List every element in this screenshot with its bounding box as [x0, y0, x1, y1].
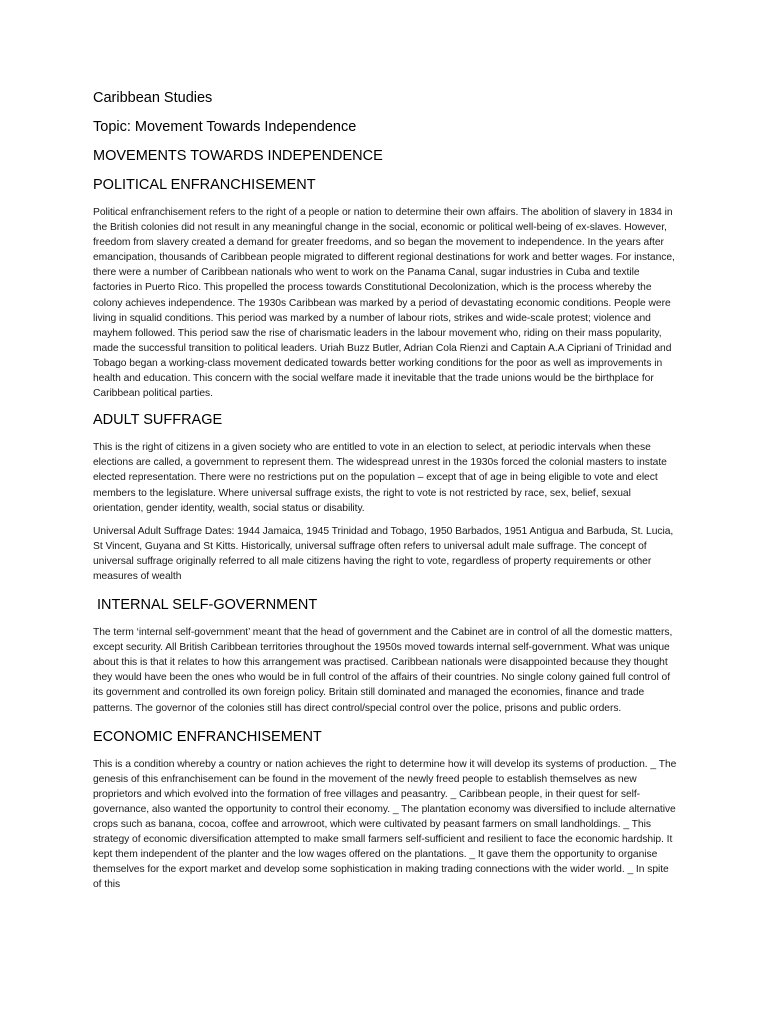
- topic-title: Topic: Movement Towards Independence: [93, 119, 357, 135]
- section-paragraph: Universal Adult Suffrage Dates: 1944 Jamaica, 1945 Trinidad and Tobago, 1950 Barbados, 1951 Antigua and Barbuda, St. Lucia, St Vincent, Guyana and St Kitts. Historically, universal suffrage often refers to universal adult male suffrage. The concept of universal suffrage originally referred to all male citizens having the right to vote, regardless of property requirements or other measures of wealth: [93, 525, 674, 582]
- course-title: Caribbean Studies: [93, 90, 213, 106]
- section-paragraph: Political enfranchisement refers to the right of a people or nation to determine their own affairs. The abolition of slavery in 1834 in the British colonies did not result in any meaningful change in the social, economic or political well-being of ex-slaves. However, freedom from slavery created a demand for greater freedoms, and so began the movement to independence. In the years after emancipation, thousands of Caribbean people migrated to different regional destinations for work and better wages. For instance, there were a number of Caribbean nationals who went to work on the Panama Canal, sugar industries in Cuba and textile factories in Puerto Rico. This propelled the process towards Constitutional Decolonization, which is the process whereby the colony achieves independence. The 1930s Caribbean was marked by a period of devastating economic conditions. People were living in squalid conditions. This period was marked by a number of labour riots, strikes and wide-scale protest; violence and mayhem followed. This period saw the rise of charismatic leaders in the labour movement who, riding on their mass popularity, made the successful transition to political leaders. Uriah Buzz Butler, Adrian Cola Rienzi and Captain A.A Cipriani of Trinidad and Tobago began a working-class movement dedicated towards better working conditions for the poor as well as improvements in health and education. This concern with the social welfare made it inevitable that the trade unions would be the birthplace for Caribbean political parties.: [93, 207, 675, 400]
- section-heading: INTERNAL SELF-GOVERNMENT: [93, 597, 318, 614]
- section-internal-self-government: [93, 596, 678, 716]
- section-adult-suffrage: [93, 411, 678, 584]
- section-paragraph: The term ‘internal self-government’ meant that the head of government and the Cabinet are in control of all the domestic matters, except security. All British Caribbean territories throughout the 1950s moved towards internal self-government. What was unique about this is that it relates to how this arrangement was practised. Caribbean nationals were disappointed because they thought they would have been the ones who would be in full control of the affairs of their countries. No single colony gained full control of its government and controlled its own foreign policy. Britain still dominated and managed the economies, finance and trade patterns. The governor of the colonies still has direct control/special control over the police, prisons and public orders.: [93, 627, 673, 714]
- section-political-enfranchisement: [93, 176, 678, 401]
- section-heading: ECONOMIC ENFRANCHISEMENT: [93, 728, 322, 745]
- main-heading: MOVEMENTS TOWARDS INDEPENDENCE: [93, 148, 383, 164]
- document-page: [93, 89, 678, 900]
- section-economic-enfranchisement: [93, 728, 678, 893]
- section-paragraph: This is a condition whereby a country or nation achieves the right to determine how it will develop its systems of production. _ The genesis of this enfranchisement can be found in the movement of the newly freed people to establish themselves as new proprietors and which evolved into the formation of free villages and peasantry. _ Caribbean people, in their quest for self-governance, also wanted the opportunity to control their economy. _ The plantation economy was diversified to include alternative crops such as banana, cocoa, coffee and arrowroot, which were cultivated by peasant farmers on small landholdings. _ This strategy of economic diversification attempted to make small farmers self-sufficient and resilient to face the economic hardship. It kept them independent of the planter and the low wages offered on the plantations. _ It gave them the opportunity to organise themselves for the export market and develop some sophistication in making trading connections with the wider world. _ In spite of this: [93, 758, 677, 891]
- section-heading: ADULT SUFFRAGE: [93, 412, 223, 429]
- section-heading: POLITICAL ENFRANCHISEMENT: [93, 177, 316, 193]
- section-paragraph: This is the right of citizens in a given society who are entitled to vote in an election to select, at periodic intervals when these elections are called, a government to represent them. The widespread unrest in the 1930s forced the colonial masters to instate elected representation. There were no restrictions put on the population – except that of age in being eligible to vote and elect members to the legislature. Where universal suffrage exists, the right to vote is not restricted by race, sex, belief, sexual orientation, gender identity, wealth, social status or disability.: [93, 442, 667, 514]
